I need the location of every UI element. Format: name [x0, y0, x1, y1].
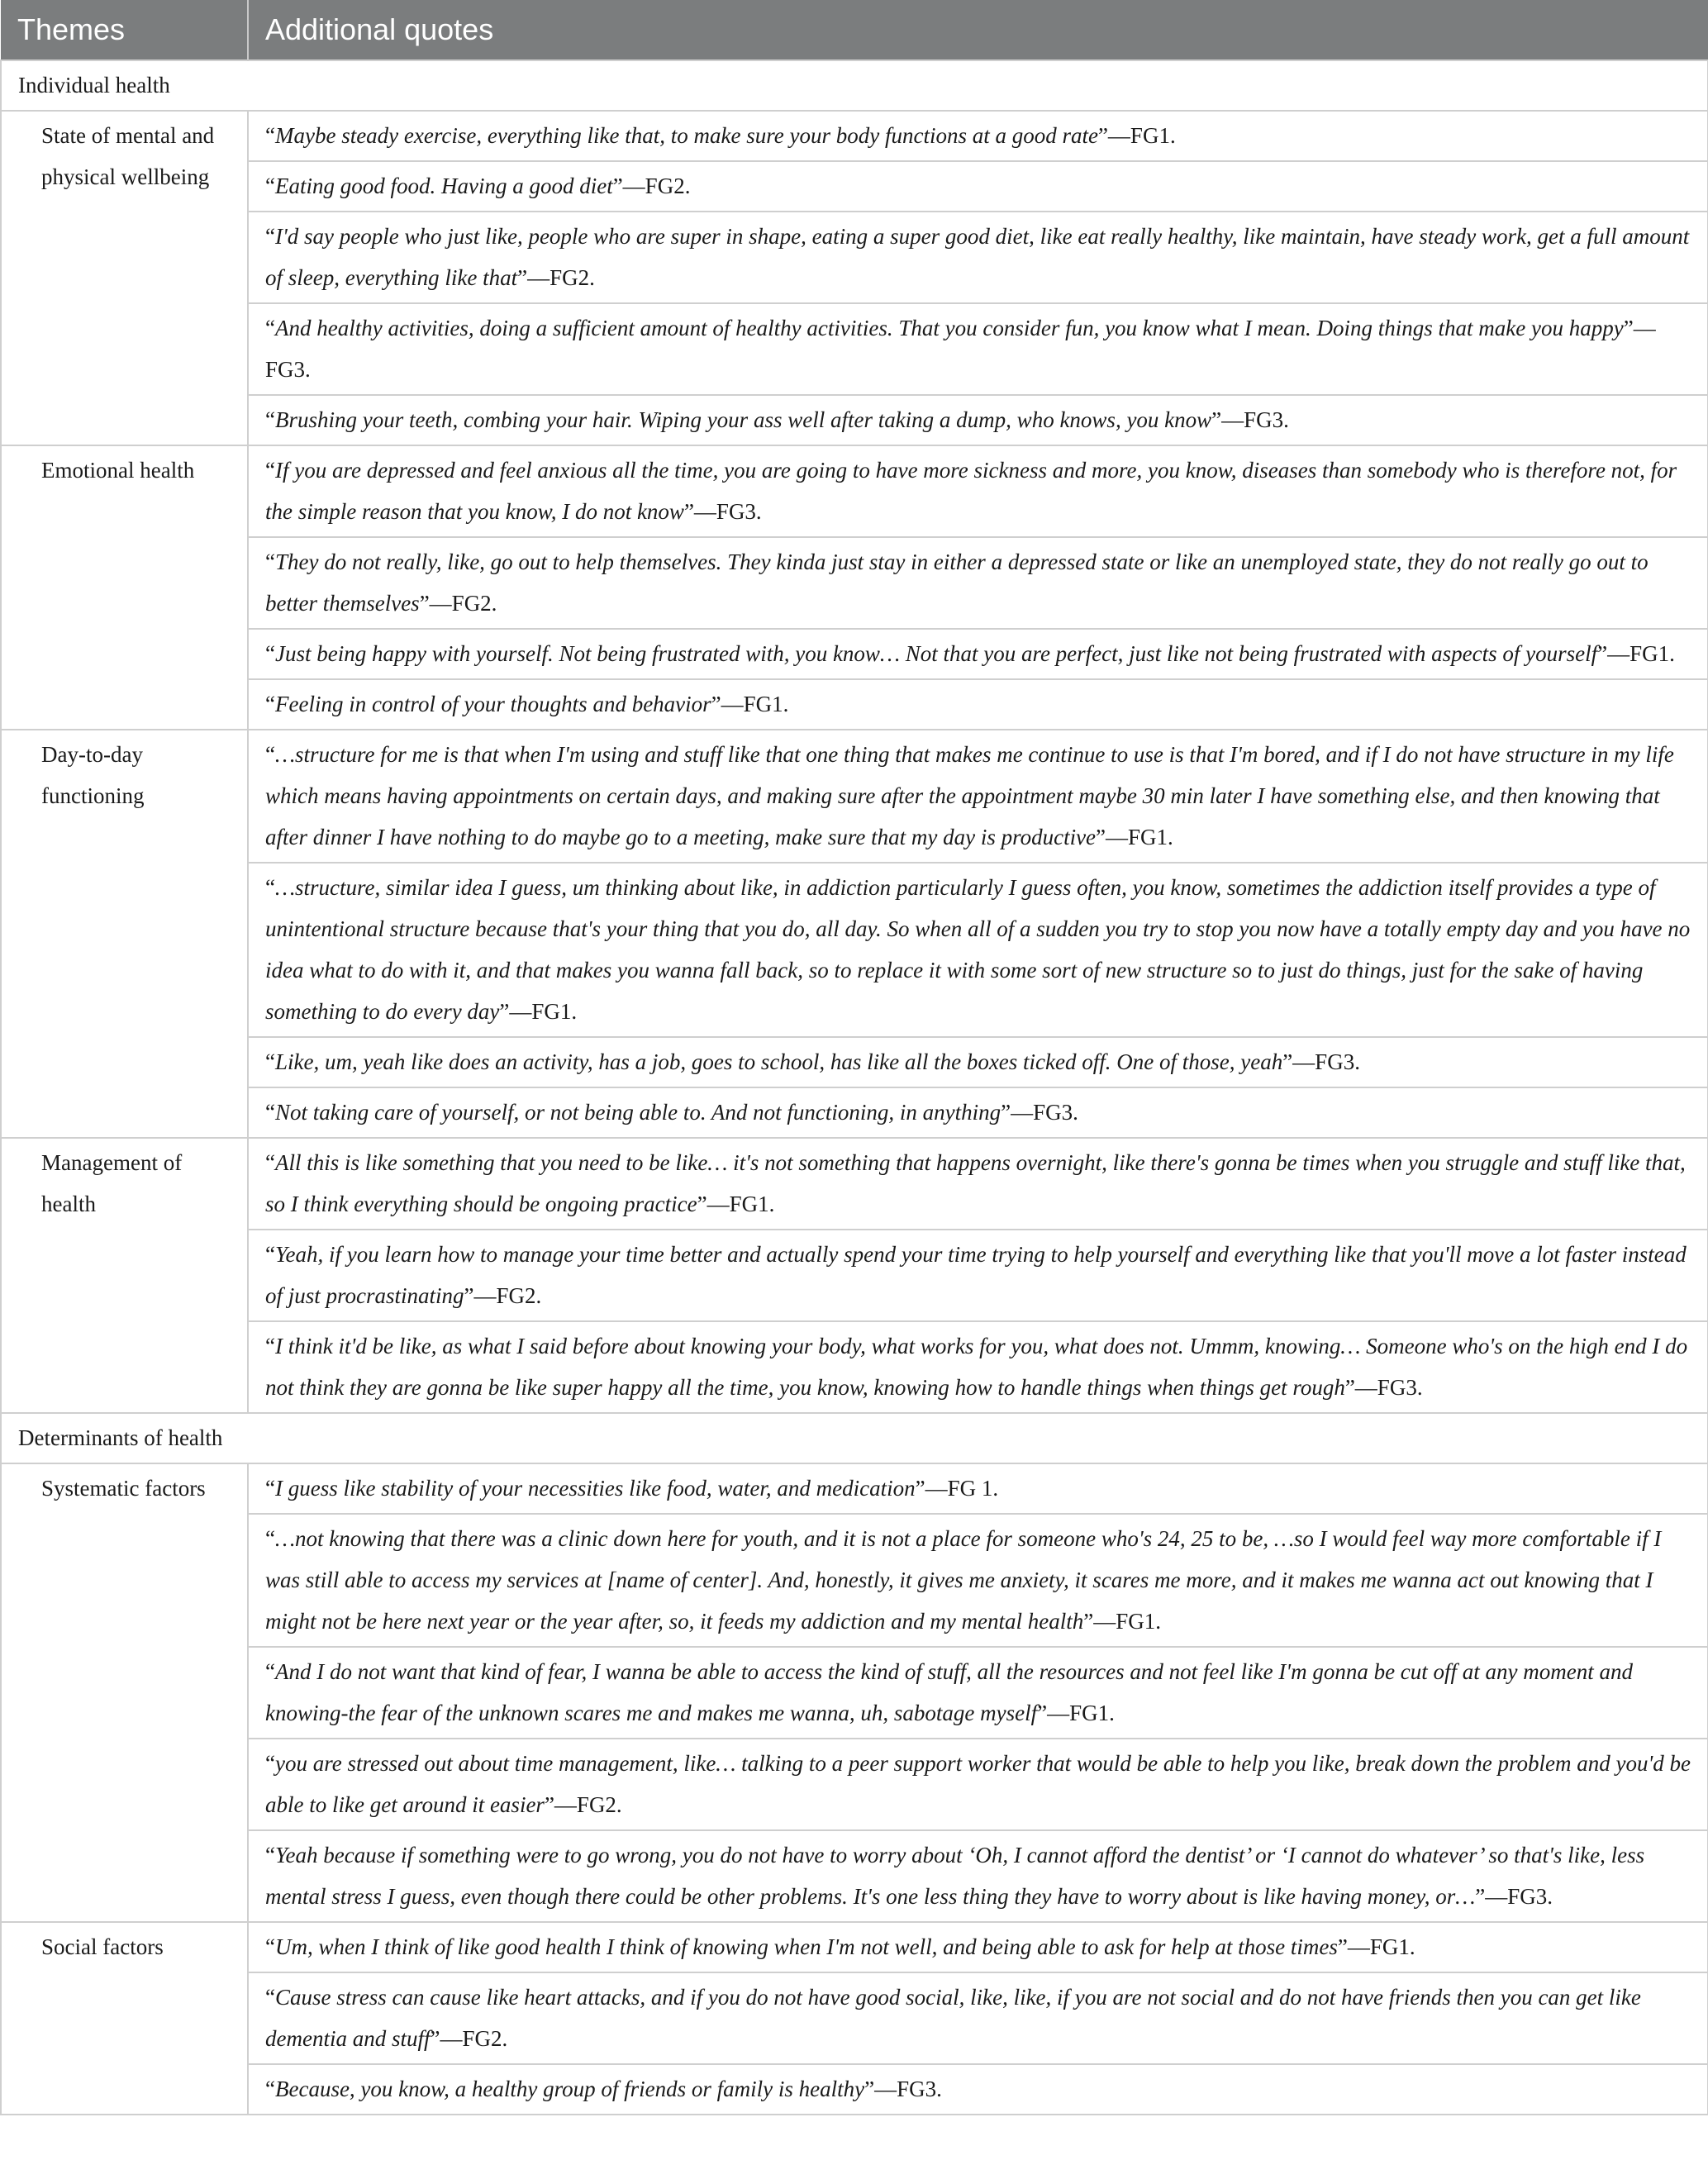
quote-text: And healthy activities, doing a sufficient amount of healthy activities. That you consider fun, you know what I mean. Doing things that make you happy: [274, 316, 1624, 340]
table-row: [1, 1922, 1708, 1972]
quote-open-mark: “: [265, 1049, 275, 1074]
quote-cell: [248, 1138, 1708, 1230]
quote-text: Feeling in control of your thoughts and behavior: [274, 692, 711, 716]
section-row: [1, 60, 1708, 111]
table-row: [1, 730, 1708, 863]
table-row: [1, 1972, 1708, 2064]
quote-source: ”—FG2.: [612, 174, 691, 198]
quote-open-mark: “: [265, 316, 275, 340]
quote-text: Brushing your teeth, combing your hair. Wiping your ass well after taking a dump, who knows, you know: [274, 407, 1212, 432]
quote-cell: [248, 1830, 1708, 1922]
quote-cell: [248, 1087, 1708, 1138]
quote-text: you are stressed out about time management, like… talking to a peer support worker that would be able to help you like, break down the problem and you'd be able to like get around it easier: [265, 1751, 1691, 1817]
quote-text: They do not really, like, go out to help themselves. They kinda just stay in either a depressed state or like an unemployed state, they do not really go out to better themselves: [265, 550, 1649, 616]
quote-open-mark: “: [265, 550, 275, 574]
table-row: [1, 1514, 1708, 1647]
table-row: [1, 111, 1708, 161]
quote-source: ”—FG3.: [265, 316, 1656, 382]
quote-text: …not knowing that there was a clinic down here for youth, and it is not a place for someone who's 24, 25 to be, …so I would feel way more comfortable if I was still able to access my services at [name of center]. And, honestly, it gives me anxiety, it scares me more, and it makes me wanna act out knowing that I might not be here next year or the year after, so, it feeds my addiction and my mental health: [265, 1526, 1662, 1634]
quote-cell: [248, 303, 1708, 395]
quote-source: ”—FG3.: [1344, 1375, 1423, 1400]
quote-text: Like, um, yeah like does an activity, has a job, goes to school, has like all the boxes ticked off. One of those, yeah: [274, 1049, 1283, 1074]
table-row: [1, 537, 1708, 629]
quote-open-mark: “: [265, 641, 275, 666]
section-title: Individual health: [1, 60, 1708, 111]
table-row: [1, 1087, 1708, 1138]
quote-open-mark: “: [265, 1150, 275, 1175]
quote-source: ”—FG3.: [683, 499, 762, 524]
quote-source: ”—FG3.: [864, 2077, 942, 2101]
quote-open-mark: “: [265, 875, 275, 900]
table-row: [1, 2064, 1708, 2115]
quote-text: Yeah, if you learn how to manage your time better and actually spend your time trying to help yourself and everything like that you'll move a lot faster instead of just procrastinating: [265, 1242, 1687, 1308]
table-row: [1, 1037, 1708, 1087]
quote-open-mark: “: [265, 742, 275, 767]
quote-source: ”—FG1.: [1337, 1934, 1415, 1959]
quote-open-mark: “: [265, 1843, 275, 1867]
quote-open-mark: “: [265, 1985, 275, 2010]
quote-cell: [248, 212, 1708, 303]
quote-source: ”—FG1.: [1096, 825, 1173, 849]
quote-source: ”—FG3.: [1475, 1884, 1553, 1909]
quote-cell: [248, 537, 1708, 629]
quote-open-mark: “: [265, 174, 275, 198]
quote-open-mark: “: [265, 458, 275, 483]
quote-text: …structure, similar idea I guess, um thinking about like, in addiction particularly I guess often, you know, sometimes the addiction itself provides a type of unintentional structure because that's your thing that you do, all day. So when all of a sudden you try to stop you now have a totally empty day and you have no idea what to do with it, and that makes you wanna fall back, so to replace it with some sort of new structure so to just do things, just for the sake of having something to do every day: [265, 875, 1691, 1024]
subtheme-cell: Day-to-day functioning: [1, 730, 248, 1138]
quote-source: ”—FG1.: [711, 692, 789, 716]
subtheme-cell: Emotional health: [1, 445, 248, 730]
quote-cell: [248, 629, 1708, 679]
quote-text: All this is like something that you need to be like… it's not something that happens overnight, like there's gonna be times when you struggle and stuff like that, so I think everything should be ongoing practice: [265, 1150, 1686, 1216]
quote-text: …structure for me is that when I'm using and stuff like that one thing that makes me continue to use is that I'm bored, and if I do not have structure in my life which means having appointments on certain days, and making sure after the appointment maybe 30 min later I have something else, and then knowing that after dinner I have nothing to do maybe go to a meeting, make sure that my day is productive: [265, 742, 1674, 849]
quote-source: ”—FG1.: [1097, 123, 1176, 148]
quote-source: ”—FG3.: [1001, 1100, 1078, 1125]
quote-cell: [248, 1230, 1708, 1321]
table-row: [1, 1739, 1708, 1830]
table-row: [1, 1321, 1708, 1413]
quote-open-mark: “: [265, 1100, 275, 1125]
quote-source: ”—FG2.: [517, 265, 595, 290]
quote-cell: [248, 863, 1708, 1037]
table-row: [1, 212, 1708, 303]
table-row: [1, 1830, 1708, 1922]
quote-open-mark: “: [265, 1242, 275, 1267]
quote-source: ”—FG2.: [430, 2026, 508, 2051]
quote-text: Um, when I think of like good health I think of knowing when I'm not well, and being able to ask for help at those times: [274, 1934, 1338, 1959]
quote-cell: [248, 395, 1708, 445]
quote-source: ”—FG2.: [544, 1792, 622, 1817]
subtheme-cell: Systematic factors: [1, 1463, 248, 1922]
quote-text: Just being happy with yourself. Not being frustrated with, you know… Not that you are perfect, just like not being frustrated with aspects of yourself: [274, 641, 1598, 666]
quote-text: I think it'd be like, as what I said before about knowing your body, what works for you, what does not. Ummm, knowing… Someone who's on the high end I do not think they are gonna be like super happy all the time, you know, knowing how to handle things when things get rough: [265, 1334, 1688, 1400]
quote-source: ”—FG2.: [464, 1283, 542, 1308]
quote-open-mark: “: [265, 1334, 275, 1358]
table-body: [1, 60, 1708, 2115]
table-row: [1, 679, 1708, 730]
table-row: [1, 161, 1708, 212]
quote-cell: [248, 111, 1708, 161]
quote-text: If you are depressed and feel anxious all the time, you are going to have more sickness and more, you know, diseases than somebody who is therefore not, for the simple reason that you know, I do not know: [265, 458, 1677, 524]
quote-text: Eating good food. Having a good diet: [274, 174, 613, 198]
table-row: [1, 303, 1708, 395]
quote-text: I guess like stability of your necessities like food, water, and medication: [274, 1476, 916, 1501]
quote-cell: [248, 1037, 1708, 1087]
table-row: [1, 1138, 1708, 1230]
quote-text: Cause stress can cause like heart attacks, and if you do not have good social, like, like, if you are not social and do not have friends then you can get like dementia and stuff: [265, 1985, 1641, 2051]
quote-source: ”—FG3.: [1282, 1049, 1360, 1074]
quote-cell: [248, 161, 1708, 212]
table-row: [1, 445, 1708, 537]
quote-cell: [248, 730, 1708, 863]
quote-source: ”—FG1.: [499, 999, 578, 1024]
quote-open-mark: “: [265, 1659, 275, 1684]
section-title: Determinants of health: [1, 1413, 1708, 1463]
quote-source: ”—FG1.: [697, 1192, 775, 1216]
quote-cell: [248, 679, 1708, 730]
table-row: [1, 1647, 1708, 1739]
quote-open-mark: “: [265, 2077, 275, 2101]
quote-cell: [248, 1972, 1708, 2064]
quote-cell: [248, 445, 1708, 537]
quote-cell: [248, 1647, 1708, 1739]
quote-cell: [248, 2064, 1708, 2115]
quote-open-mark: “: [265, 692, 275, 716]
table-row: [1, 1230, 1708, 1321]
header-themes: Themes: [1, 0, 248, 60]
section-row: [1, 1413, 1708, 1463]
quote-source: ”—FG1.: [1083, 1609, 1162, 1634]
quote-source: ”—FG2.: [419, 591, 497, 616]
quote-cell: [248, 1463, 1708, 1514]
quote-open-mark: “: [265, 1526, 275, 1551]
quote-source: ”—FG 1.: [915, 1476, 999, 1501]
quote-text: I'd say people who just like, people who are super in shape, eating a super good diet, like eat really healthy, like maintain, have steady work, get a full amount of sleep, everything like that: [265, 224, 1690, 290]
quote-text: And I do not want that kind of fear, I wanna be able to access the kind of stuff, all the resources and not feel like I'm gonna be cut off at any moment and knowing-the fear of the unknown scares me and makes me wanna, uh, sabotage myself: [265, 1659, 1634, 1725]
quote-cell: [248, 1739, 1708, 1830]
quote-open-mark: “: [265, 1476, 275, 1501]
subtheme-cell: Social factors: [1, 1922, 248, 2115]
table-row: [1, 863, 1708, 1037]
header-additional-quotes: Additional quotes: [248, 0, 1708, 60]
quote-open-mark: “: [265, 224, 275, 249]
quote-text: Maybe steady exercise, everything like that, to make sure your body functions at a good rate: [274, 123, 1098, 148]
quote-text: Yeah because if something were to go wrong, you do not have to worry about ‘Oh, I cannot afford the dentist’ or ‘I cannot do whatever’ so that's like, less mental stress I guess, even though there could be other problems. It's one less thing they have to worry about is like having money, or…: [265, 1843, 1645, 1909]
table-row: [1, 629, 1708, 679]
quote-cell: [248, 1514, 1708, 1647]
subtheme-cell: Management of health: [1, 1138, 248, 1413]
quote-source: ”—FG1.: [1037, 1701, 1115, 1725]
table-row: [1, 1463, 1708, 1514]
quote-cell: [248, 1922, 1708, 1972]
subtheme-cell: State of mental and physical wellbeing: [1, 111, 248, 445]
quote-open-mark: “: [265, 123, 275, 148]
quote-source: ”—FG3.: [1211, 407, 1289, 432]
quote-cell: [248, 1321, 1708, 1413]
table-row: [1, 395, 1708, 445]
quote-text: Because, you know, a healthy group of friends or family is healthy: [274, 2077, 865, 2101]
table-header-row: [1, 0, 1708, 60]
quote-open-mark: “: [265, 407, 275, 432]
quote-open-mark: “: [265, 1751, 275, 1776]
quote-open-mark: “: [265, 1934, 275, 1959]
quote-text: Not taking care of yourself, or not being able to. And not functioning, in anything: [274, 1100, 1001, 1125]
quote-source: ”—FG1.: [1597, 641, 1675, 666]
